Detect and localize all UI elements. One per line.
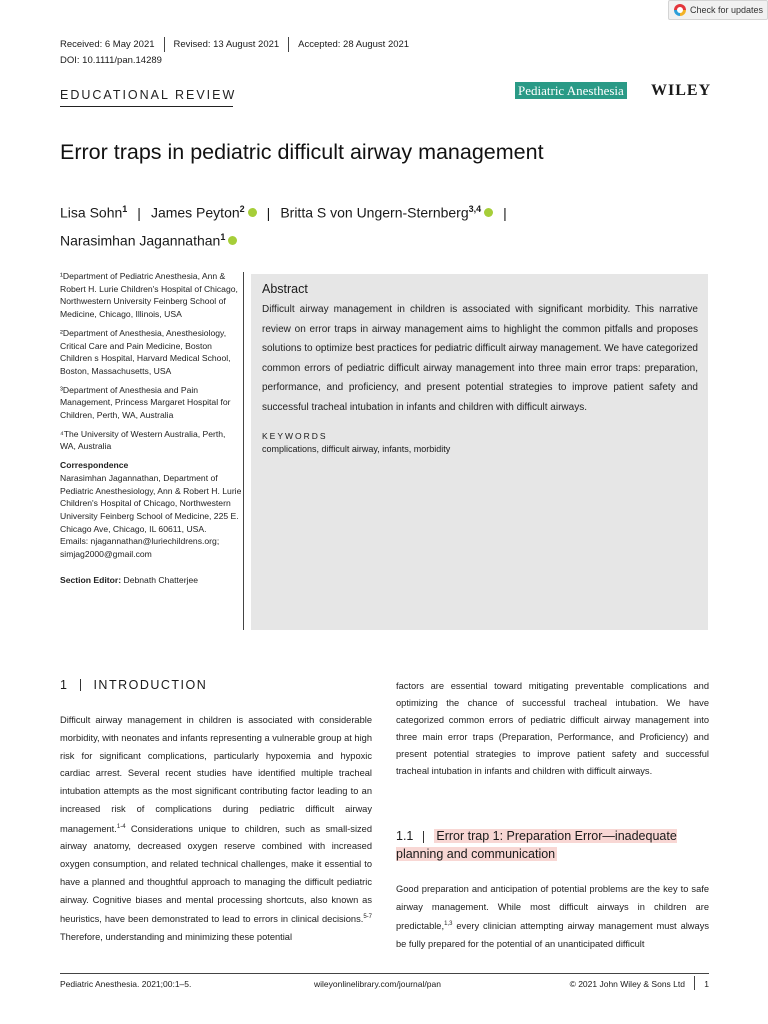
paragraph-text: Considerations unique to children, such as small-sized airway anatomy, decreased oxygen reserve combined with increased oxygen consumption, and related technical challenges, make it essential to have a planned and thoughtful approach to managing the difficult pediatric airway. Cognitive biases and mental processing shortcuts, also known as heuristics, have been demonstrated to lead to errors in clinical decisions. xyxy=(60,823,372,925)
paragraph-text: Therefore, understanding and minimizing these potential xyxy=(60,932,293,943)
author-separator: | xyxy=(503,204,507,221)
article-title: Error traps in pediatric difficult airway management xyxy=(60,140,544,164)
author-affiliation-ref: 1 xyxy=(122,204,128,214)
author-name[interactable]: Britta S von Ungern-Sternberg xyxy=(280,204,469,221)
introduction-text xyxy=(60,712,372,947)
author-separator: | xyxy=(266,204,271,221)
author-name[interactable]: Narasimhan Jagannathan xyxy=(60,232,221,249)
author-list xyxy=(60,197,710,252)
subsection-heading xyxy=(396,827,709,863)
check-for-updates-label: Check for updates xyxy=(690,5,764,15)
affiliation: ¹Department of Pediatric Anesthesia, Ann & Robert H. Lurie Children's Hospital of Chicago, Northwestern University Feinberg School of Medicine, Chicago, Illinois, USA xyxy=(60,271,238,320)
sidebar-divider xyxy=(243,272,244,630)
correspondence-emails[interactable]: Emails: njagannathan@luriechildrens.org; simjag2000@gmail.com xyxy=(60,536,220,560)
introduction-continued: factors are essential toward mitigating preventable complications and optimizing the chance of successful tracheal intubation. We have categorized common errors of pediatric difficult airway management into three main error traps (Preparation, Performance, and Proficiency) and present potential strategies to improve patient safety and successful tracheal intubation in infants and children with difficult airways. xyxy=(396,681,709,777)
subsection-text xyxy=(396,881,709,953)
heading-divider xyxy=(80,679,81,691)
author-affiliation-ref: 1 xyxy=(220,231,226,242)
doi[interactable]: DOI: 10.1111/pan.14289 xyxy=(60,55,162,66)
paragraph-text: every clinician attempting airway management must always be fully prepared for the potential of an unanticipated difficult xyxy=(396,921,709,949)
abstract-body: Difficult airway management in children is associated with significant morbidity. This narrative review on error traps in airway management aims to highlight the common pitfalls and proposes solutions to optimize best practices for pediatric difficult airway management. We have categorized common errors of pediatric difficult airway management into three main error traps: preparation, performance, and proficiency, and present potential strategies to improve patient safety and successful tracheal intubation in infants and children with difficult airways. xyxy=(262,304,698,413)
correspondence-body: Narasimhan Jagannathan, Department of Pediatric Anesthesiology, Ann & Robert H. Lurie Children's Hospital of Chicago, Northwestern University Feinberg School of Medicine, 225 E. Chicago Ave, Chicago, IL 60611, USA. xyxy=(60,472,242,534)
paragraph-text: Difficult airway management in children is associated with considerable morbidity, with neonates and infants representing a vulnerable group at high risk for significant complications, particularly hypoxemia and hypoxic cardiac arrest. Several recent studies have identified multiple tracheal intubation attempts as the most significant contributing factor leading to an increased risk of complications during pediatric difficult airway management. xyxy=(60,715,372,834)
publisher-logo[interactable]: WILEY xyxy=(651,82,712,99)
section-editor-name: Debnath Chatterjee xyxy=(123,574,199,585)
author-name[interactable]: Lisa Sohn xyxy=(60,204,123,221)
page-footer xyxy=(60,979,709,989)
citation-ref[interactable]: 1,3 xyxy=(444,921,453,928)
keywords-heading: KEYWORDS xyxy=(262,431,328,441)
footer-citation: Pediatric Anesthesia. 2021;00:1–5. xyxy=(60,979,192,989)
author-name[interactable]: James Peyton xyxy=(150,204,240,221)
section-editor xyxy=(60,574,243,587)
divider xyxy=(164,37,165,52)
accepted-date: Accepted: 28 August 2021 xyxy=(298,39,410,50)
revised-date: Revised: 13 August 2021 xyxy=(173,39,280,50)
citation-ref[interactable]: 1-4 xyxy=(116,823,126,830)
author-affiliation-ref: 3,4 xyxy=(468,204,482,214)
introduction-heading xyxy=(60,678,207,692)
affiliation: ³Department of Anesthesia and Pain Management, Princess Margaret Hospital for Children, Perth, WA, Australia xyxy=(60,384,231,421)
orcid-icon[interactable] xyxy=(484,208,493,217)
affiliation: ²Department of Anesthesia, Anesthesiology, Critical Care and Pain Medicine, Boston Children s Hospital, Harvard Medical School, Boston, Massachusetts, USA xyxy=(60,327,231,376)
section-label: EDUCATIONAL REVIEW xyxy=(60,88,237,102)
received-date: Received: 6 May 2021 xyxy=(60,39,155,50)
crossmark-icon xyxy=(674,4,686,16)
citation-ref[interactable]: 5-7 xyxy=(363,914,372,921)
section-number: 1 xyxy=(60,678,69,692)
sidebar-affiliations xyxy=(60,270,243,586)
abstract-heading: Abstract xyxy=(262,282,308,296)
keywords-list: complications, difficult airway, infants, morbidity xyxy=(262,444,451,454)
journal-logo[interactable]: Pediatric Anesthesia xyxy=(515,82,627,99)
author-separator: | xyxy=(137,204,141,221)
divider xyxy=(288,37,289,52)
correspondence-heading: Correspondence xyxy=(60,460,129,471)
article-dates xyxy=(60,37,409,52)
section-rule xyxy=(60,106,233,107)
subsection-title: Error trap 1: Preparation Error—inadequate planning and communication xyxy=(396,829,677,861)
orcid-icon[interactable] xyxy=(248,208,257,217)
section-editor-label: Section Editor: xyxy=(60,574,122,585)
footer-copyright: © 2021 John Wiley & Sons Ltd xyxy=(569,979,685,989)
paragraph-text: Good preparation and anticipation of potential problems are the key to safe airway management. While most difficult airways in children are predictable, xyxy=(396,884,709,932)
footer-url[interactable]: wileyonlinelibrary.com/journal/pan xyxy=(314,979,441,989)
subsection-number: 1.1 xyxy=(396,829,414,843)
section-title: INTRODUCTION xyxy=(93,678,208,692)
author-affiliation-ref: 2 xyxy=(239,204,245,214)
footer-rule xyxy=(60,973,709,974)
check-for-updates-button[interactable] xyxy=(668,0,768,20)
page-number: 1 xyxy=(704,979,709,989)
affiliation: ⁴The University of Western Australia, Perth, WA, Australia xyxy=(60,428,226,452)
abstract-box xyxy=(251,274,708,630)
orcid-icon[interactable] xyxy=(228,236,237,245)
footer-divider xyxy=(694,976,695,990)
heading-divider xyxy=(423,831,424,843)
